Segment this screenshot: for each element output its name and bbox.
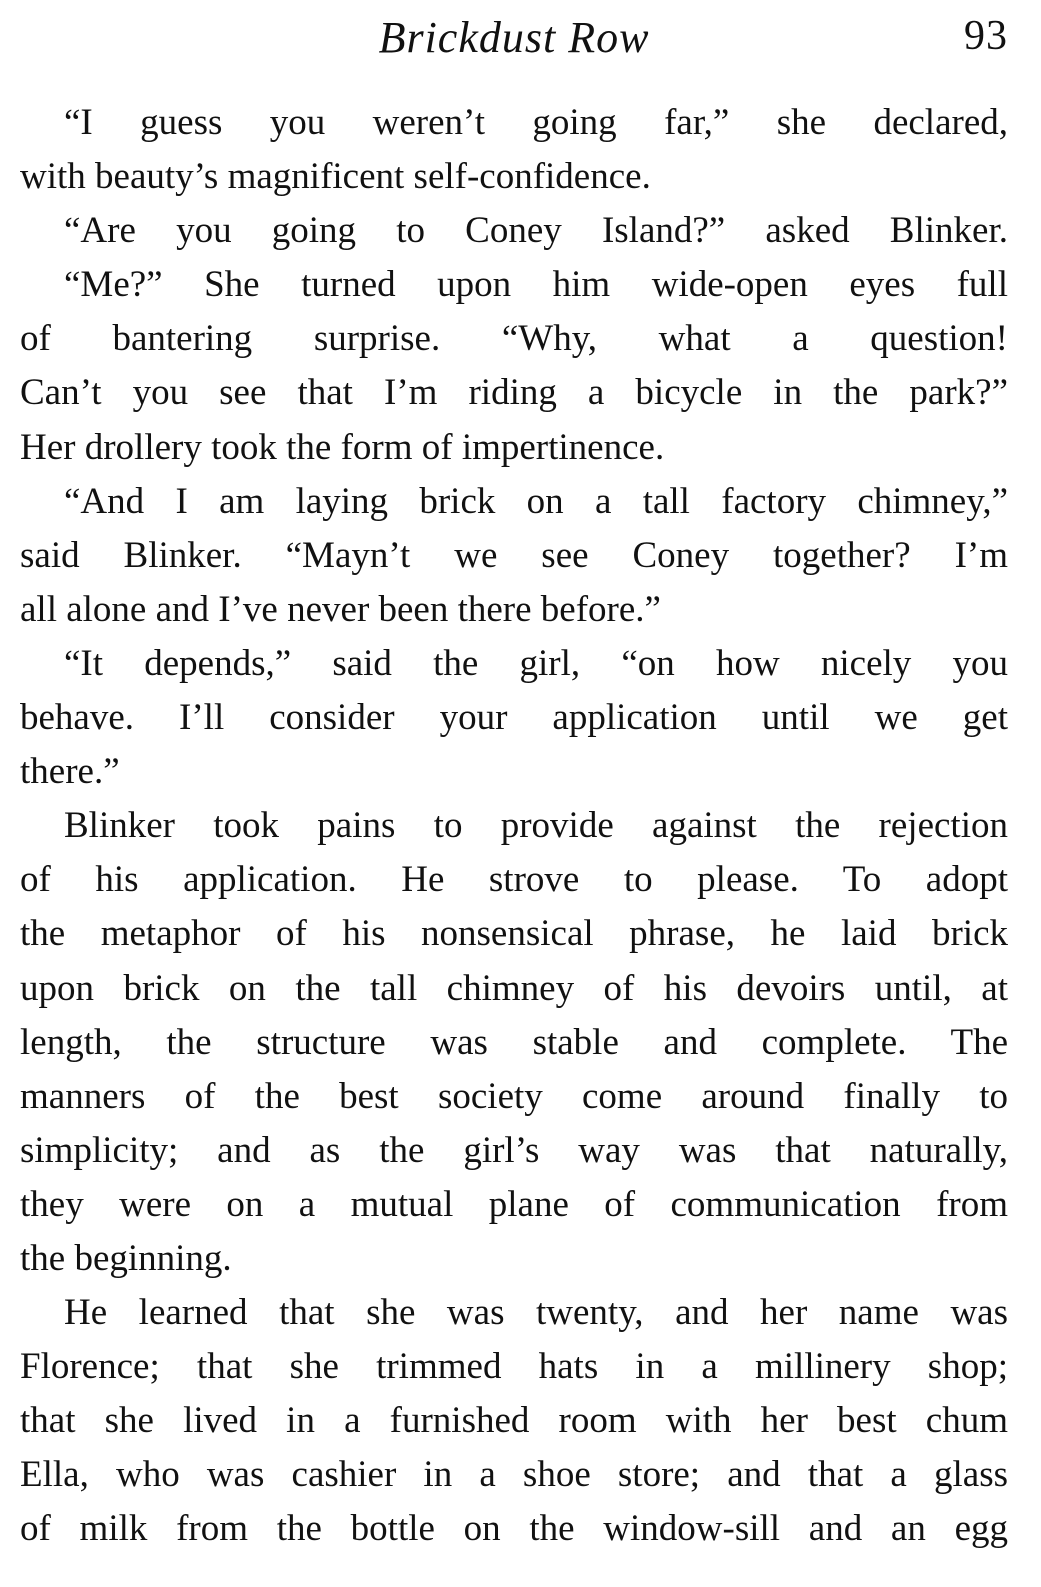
paragraph [20,1286,1008,1556]
text-line: with beauty’s magnificent self-confidence. [20,156,651,198]
text-line: Blinker took pains to provide against the rejection [64,805,1008,847]
text-line: that she lived in a furnished room with her best chum [20,1400,1008,1442]
text-line: “Are you going to Coney Island?” asked Blinker. [64,210,1008,252]
running-title: Brickdust Row [378,13,650,62]
text-line: “And I am laying brick on a tall factory chimney,” [64,480,1008,522]
paragraph [20,799,1008,1286]
paragraph [20,204,1008,258]
text-line: simplicity; and as the girl’s way was that naturally, [20,1129,1008,1171]
text-line: the beginning. [20,1237,232,1279]
page-number: 93 [964,13,1008,59]
paragraph [20,258,1008,474]
text-line: length, the structure was stable and complete. The [20,1021,1008,1063]
text-line: Can’t you see that I’m riding a bicycle in the park?” [20,372,1008,414]
paragraph [20,637,1008,799]
page-header [20,0,1008,80]
text-line: of bantering surprise. “Why, what a question! [20,318,1008,360]
text-line: the metaphor of his nonsensical phrase, he laid brick [20,913,1008,955]
text-line: “It depends,” said the girl, “on how nicely you [64,642,1008,684]
text-line: “Me?” She turned upon him wide-open eyes full [64,264,1008,306]
text-line: they were on a mutual plane of communication from [20,1183,1008,1225]
text-line: there.” [20,751,120,793]
text-line: upon brick on the tall chimney of his devoirs until, at [20,967,1008,1009]
text-line: all alone and I’ve never been there before.” [20,588,661,630]
paragraph [20,475,1008,637]
text-line: Ella, who was cashier in a shoe store; and that a glass [20,1454,1008,1496]
text-line: of his application. He strove to please. To adopt [20,859,1008,901]
body-text [20,96,1008,1557]
text-line: Florence; that she trimmed hats in a millinery shop; [20,1346,1008,1388]
text-line: He learned that she was twenty, and her name was [64,1292,1008,1334]
paragraph [20,96,1008,204]
text-line: “I guess you weren’t going far,” she declared, [64,102,1008,143]
text-line: behave. I’ll consider your application until we get [20,697,1008,739]
text-line: manners of the best society come around finally to [20,1075,1008,1117]
text-line: of milk from the bottle on the window-sill and an egg [20,1508,1008,1550]
text-line: said Blinker. “Mayn’t we see Coney together? I’m [20,534,1008,576]
book-page [20,0,1008,1587]
text-line: Her drollery took the form of impertinence. [20,426,665,468]
